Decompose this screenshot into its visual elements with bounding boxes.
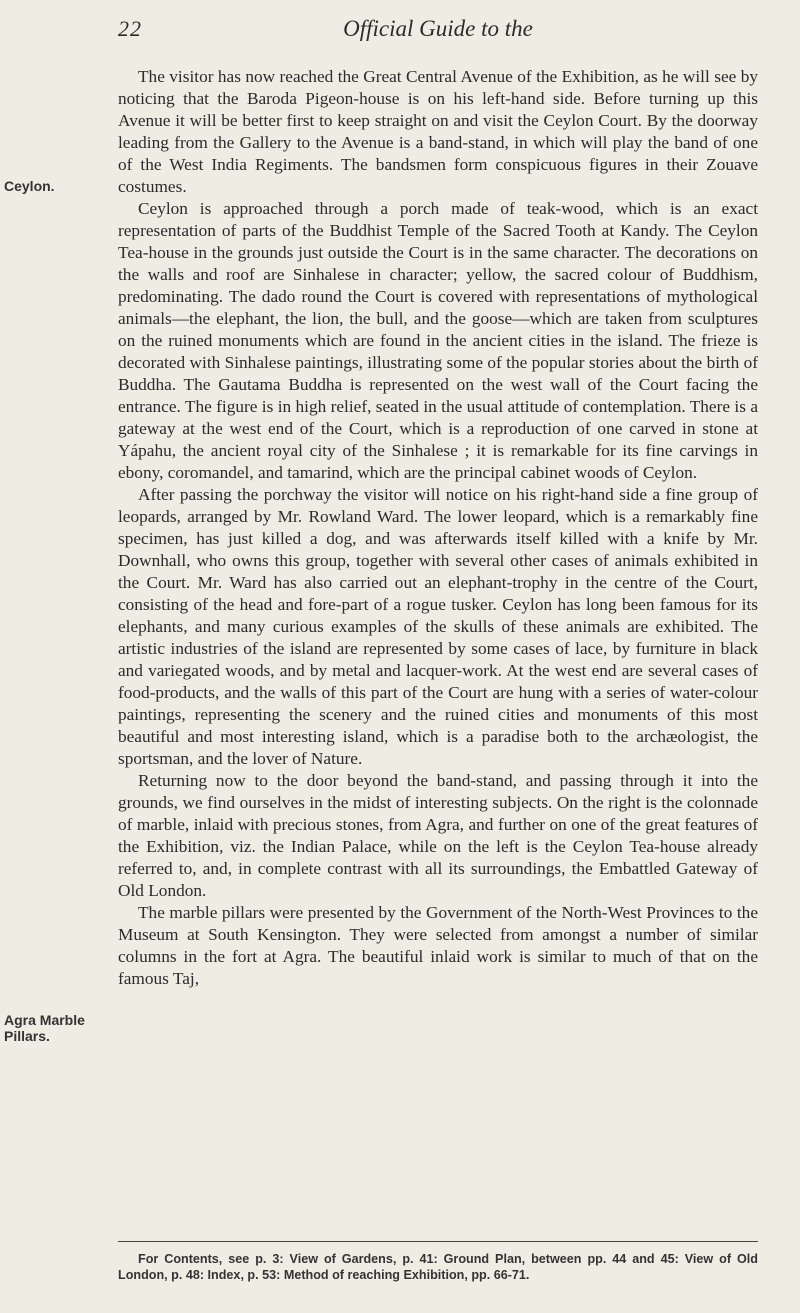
margin-note-ceylon: Ceylon.	[4, 178, 55, 194]
paragraph-leopards: After passing the porchway the visitor will notice on his right-hand side a fine group of leopards, arranged by Mr. Rowland Ward. The lower leopard, which is a remarkably fine specimen, has just killed a dog, and was afterwards itself killed with a knife by Mr. Downhall, who owns this group, together with several other cases of animals exhibited in the Court. Mr. Ward has also carried out an elephant-trophy in the centre of the Court, consisting of the head and fore-part of a rogue tusker. Ceylon has long been famous for its elephants, and many curious examples of the skulls of these animals are exhibited. The artistic industries of the island are represented by some cases of lace, by furniture in black and variegated woods, and by metal and lacquer-work. At the west end are several cases of food-products, and the walls of this part of the Court are hung with a series of water-colour paintings, representing the scenery and the ruined cities and monuments of this most beautiful and most interesting island, which is a paradise both to the archæologist, the sportsman, and the lover of Nature.	[118, 485, 758, 768]
margin-note-agra-marble-pillars: Agra Marble Pillars.	[4, 1012, 85, 1044]
footer-rule	[118, 1241, 758, 1242]
page-header	[118, 16, 758, 50]
footer-note: For Contents, see p. 3: View of Gardens, p. 41: Ground Plan, between pp. 44 and 45: View of Old London, p. 48: Index, p. 53: Method of reaching Exhibition, pp. 66-71.	[118, 1252, 758, 1282]
page-number: 22	[118, 16, 142, 41]
body-text	[118, 66, 758, 990]
running-title: Official Guide to the	[343, 16, 533, 41]
paragraph-ceylon-court: Ceylon is approached through a porch made of teak-wood, which is an exact representation of parts of the Buddhist Temple of the Sacred Tooth at Kandy. The Ceylon Tea-house in the grounds just outside the Court is in the same character. The decorations on the walls and roof are Sinhalese in character; yellow, the sacred colour of Buddhism, predominating. The dado round the Court is covered with representations of mythological animals—the elephant, the lion, the bull, and the goose—which are taken from sculptures on the ruined monuments which are found in the ancient cities in the island. The frieze is decorated with Sinhalese paintings, illustrating some of the popular stories about the birth of Buddha. The Gautama Buddha is represented on the west wall of the Court facing the entrance. The figure is in high relief, seated in the usual attitude of contemplation. There is a gateway at the west end of the Court, which is a reproduction of one carved in stone at Yápahu, the ancient royal city of the Sinhalese ; it is remarkable for its fine carvings in ebony, coromandel, and tamarind, which are the principal cabinet woods of Ceylon.	[118, 199, 758, 482]
paragraph-marble-pillars: The marble pillars were presented by the Government of the North-West Provinces to the Museum at South Kensington. They were selected from amongst a number of similar columns in the fort at Agra. The beautiful inlaid work is similar to much of that on the famous Taj,	[118, 903, 758, 988]
paragraph-great-central-avenue: The visitor has now reached the Great Central Avenue of the Exhibition, as he will see by noticing that the Baroda Pigeon-house is on his left-hand side. Before turning up this Avenue it will be better first to keep straight on and visit the Ceylon Court. By the doorway leading from the Gallery to the Avenue is a band-stand, in which will play the band of one of the West India Regiments. The bandsmen form conspicuous figures in their Zouave costumes.	[118, 67, 758, 196]
paragraph-grounds: Returning now to the door beyond the band-stand, and passing through it into the grounds, we find ourselves in the midst of interesting subjects. On the right is the colonnade of marble, inlaid with precious stones, from Agra, and further on one of the great features of the Exhibition, viz. the Indian Palace, while on the left is the Ceylon Tea-house already referred to, and, in complete contrast with all its surroundings, the Embattled Gateway of Old London.	[118, 771, 758, 900]
